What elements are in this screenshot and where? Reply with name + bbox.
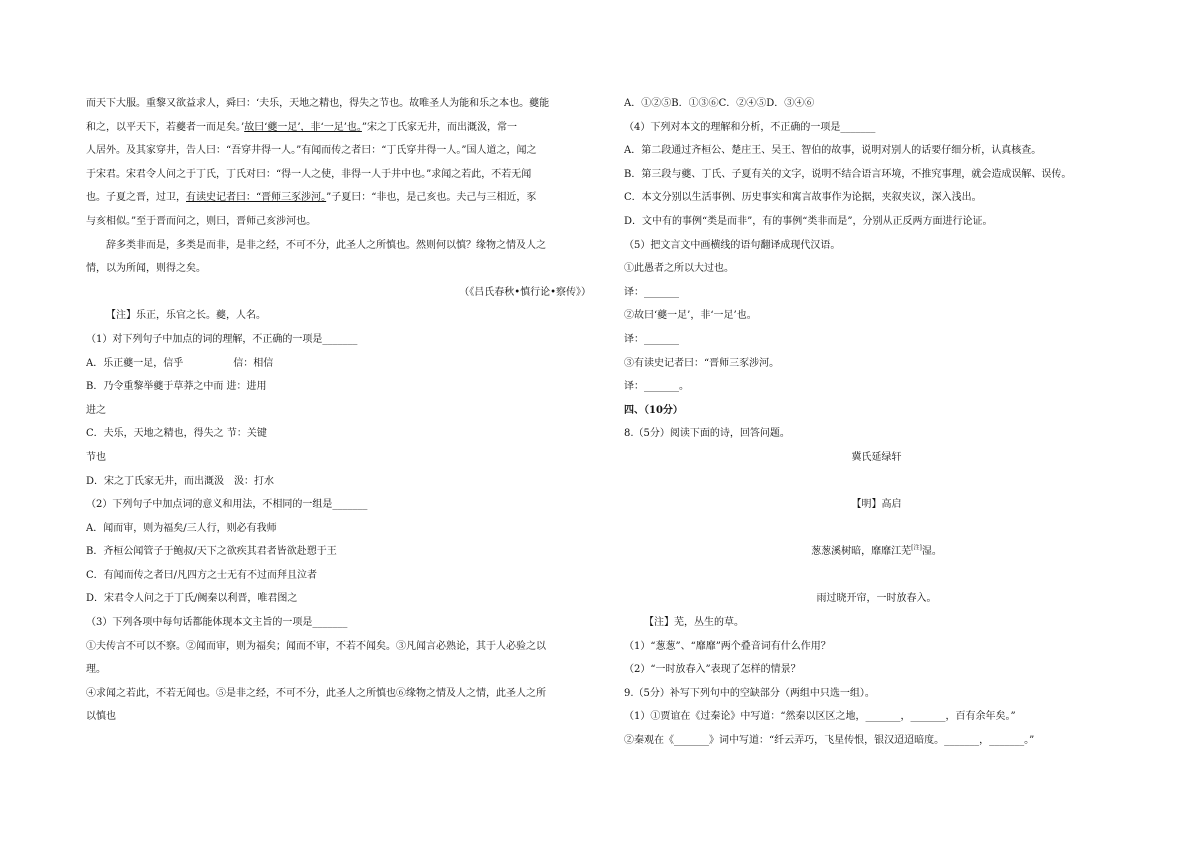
q1-option-c: C．夫乐，天地之精也，得失之 节：关键: [86, 428, 267, 440]
q3-items: 以慎也: [86, 711, 116, 723]
poem-line-2: 雨过晓开帘，一时放春入。: [816, 593, 937, 605]
q2-option-d: D．宋君令人问之于丁氏/阙秦以利晋，唯君图之: [86, 593, 298, 605]
poem-note: 【注】芜，丛生的草。: [644, 617, 744, 629]
q3-items: ④求闻之若此，不若无闻也。⑤是非之经，不可不分，此圣人之所慎也⑥缘物之情及人之情，此圣人之所: [86, 687, 546, 699]
q1-option-d: D．宋之丁氏家无井，而出溉汲 汲：打水: [86, 475, 275, 487]
q9-line-1: （1）①贾谊在《过秦论》中写道：“然秦以区区之地，_______，_______，百有余年矣。”: [624, 711, 1016, 723]
question-5-stem: （5）把文言文中画横线的语句翻译成现代汉语。: [624, 239, 841, 251]
left-column: [86, 92, 591, 729]
q5-sentence-2: ②故曰‘夔一足’，非‘一足’也。: [624, 310, 757, 322]
q5-translation-3: 译：_______。: [624, 381, 689, 393]
passage-note: 【注】乐正，乐官之长。夔，人名。: [106, 310, 266, 322]
q4-option-c: C．本文分别以生活事例、历史事实和寓言故事作为论据，夹叙夹议，深入浅出。: [624, 192, 982, 204]
underlined-sentence: 故曰‘夔一足’，非‘一足’也。: [244, 121, 362, 133]
q8-subquestion-1: （1）“葱葱”、“靡靡”两个叠音词有什么作用？: [624, 640, 831, 652]
q5-translation-2: 译：_______: [624, 333, 679, 345]
question-4-stem: （4）下列对本文的理解和分析，不正确的一项是_______: [624, 121, 876, 133]
passage-line: 与亥相似。”至于晋而问之，则曰，晋师己亥涉河也。: [86, 215, 317, 227]
q4-option-d: D．文中有的事例“类是而非”，有的事例“类非而是”，分别从正反两方面进行论证。: [624, 215, 993, 227]
question-3-stem: （3）下列各项中每句话都能体现本文主旨的一项是_______: [86, 617, 348, 629]
q8-subquestion-2: （2）“一时放春入”表现了怎样的情景？: [624, 664, 801, 676]
right-column: [624, 92, 1129, 753]
question-1-stem: （1）对下列句子中加点的词的理解，不正确的一项是_______: [86, 333, 358, 345]
q2-option-b: B．齐桓公闻管子于鲍叔/天下之欲疾其君者皆欲赴愬于王: [86, 546, 337, 558]
q3-options: A．①②⑤B．①③⑥C．②④⑤D．③④⑥: [624, 98, 815, 109]
passage-line: 辞多类非而是，多类是而非，是非之经，不可不分，此圣人之所慎也。然则何以慎？缘物之情及人之: [106, 239, 546, 251]
passage-line: 和之，以平天下，若夔者一而足矣。’故曰‘夔一足’，非‘一足’也。”宋之丁氏家无井，而出溉汲，常一: [86, 121, 518, 133]
passage-source: （《吕氏春秋•慎行论•察传》）: [459, 286, 591, 298]
q5-translation-1: 译：_______: [624, 286, 679, 298]
passage-line: 而天下大服。重黎又欲益求人，舜曰：‘夫乐，天地之精也，得失之节也。故唯圣人为能和乐之本也。夔能: [86, 98, 550, 109]
q3-items: ①夫传言不可以不察。②闻而审，则为福矣；闻而不审，不若不闻矣。③凡闻言必熟论，其于人必验之以: [86, 640, 546, 652]
q5-sentence-3: ③有读史记者曰：“晋师三豕涉河。: [624, 357, 780, 369]
q4-option-b: B．第三段与夔、丁氏、子夏有关的文字，说明不结合语言环境，不推究事理，就会造成误解、误传。: [624, 168, 1072, 180]
q2-option-a: A．闻而审，则为福矣/三人行，则必有我师: [86, 522, 277, 534]
question-9-stem: 9.（5分）补写下列句中的空缺部分（两组中只选一组）。: [624, 687, 875, 699]
poem-author: 【明】高启: [851, 499, 902, 511]
passage-line: 也。子夏之晋，过卫，有读史记者曰：“晋师三豕涉河。”子夏曰：“非也，是己亥也。夫己与三相近，豕: [86, 192, 537, 204]
q2-option-c: C．有闻而传之者曰/凡四方之士无有不过而拜且泣者: [86, 569, 318, 581]
spacer: [624, 564, 1129, 588]
q1-option-b-cont: 进之: [86, 404, 106, 416]
question-8-stem: 8.（5分）阅读下面的诗，回答问题。: [624, 428, 790, 440]
q1-option-b: B．乃令重黎举夔于草莽之中而 进：进用: [86, 381, 267, 393]
note-marker: [注]: [911, 544, 922, 552]
q4-option-a: A．第二段通过齐桓公、楚庄王、吴王、智伯的故事，说明对别人的话要仔细分析，认真核查。: [624, 145, 1042, 157]
q1-option-c-cont: 节也: [86, 451, 106, 463]
poem-line-1: 葱葱溪树暗，靡靡江芜[注]湿。: [811, 544, 942, 558]
spacer: [624, 470, 1129, 494]
q5-sentence-1: ①此愚者之所以大过也。: [624, 263, 734, 275]
poem-title: 冀氏延绿轩: [851, 451, 902, 463]
question-2-stem: （2）下列句子中加点词的意义和用法，不相同的一组是_______: [86, 499, 368, 511]
underlined-sentence: 有读史记者曰：“晋师三豕涉河。: [186, 192, 327, 204]
passage-line: 人居外。及其家穿井，告人曰：“吾穿井得一人。”有闻而传之者曰：“丁氏穿井得一人。”国人道之，闻之: [86, 145, 537, 157]
q9-line-2: ②秦观在《_______》词中写道：“纤云弄巧，飞星传恨，银汉迢迢暗度。_______，_______。”: [624, 735, 1035, 747]
q1-option-a: A．乐正夔一足，信乎 信：相信: [86, 357, 274, 369]
q3-items: 理。: [86, 664, 106, 676]
section-heading: 四、（10分）: [624, 404, 683, 416]
passage-line: 于宋君。宋君令人问之于丁氏，丁氏对曰：“得一人之使，非得一人于井中也。”求闻之若此，不若无闻: [86, 168, 532, 180]
spacer: [624, 517, 1129, 541]
passage-line: 情，以为所闻，则得之矣。: [86, 263, 206, 275]
